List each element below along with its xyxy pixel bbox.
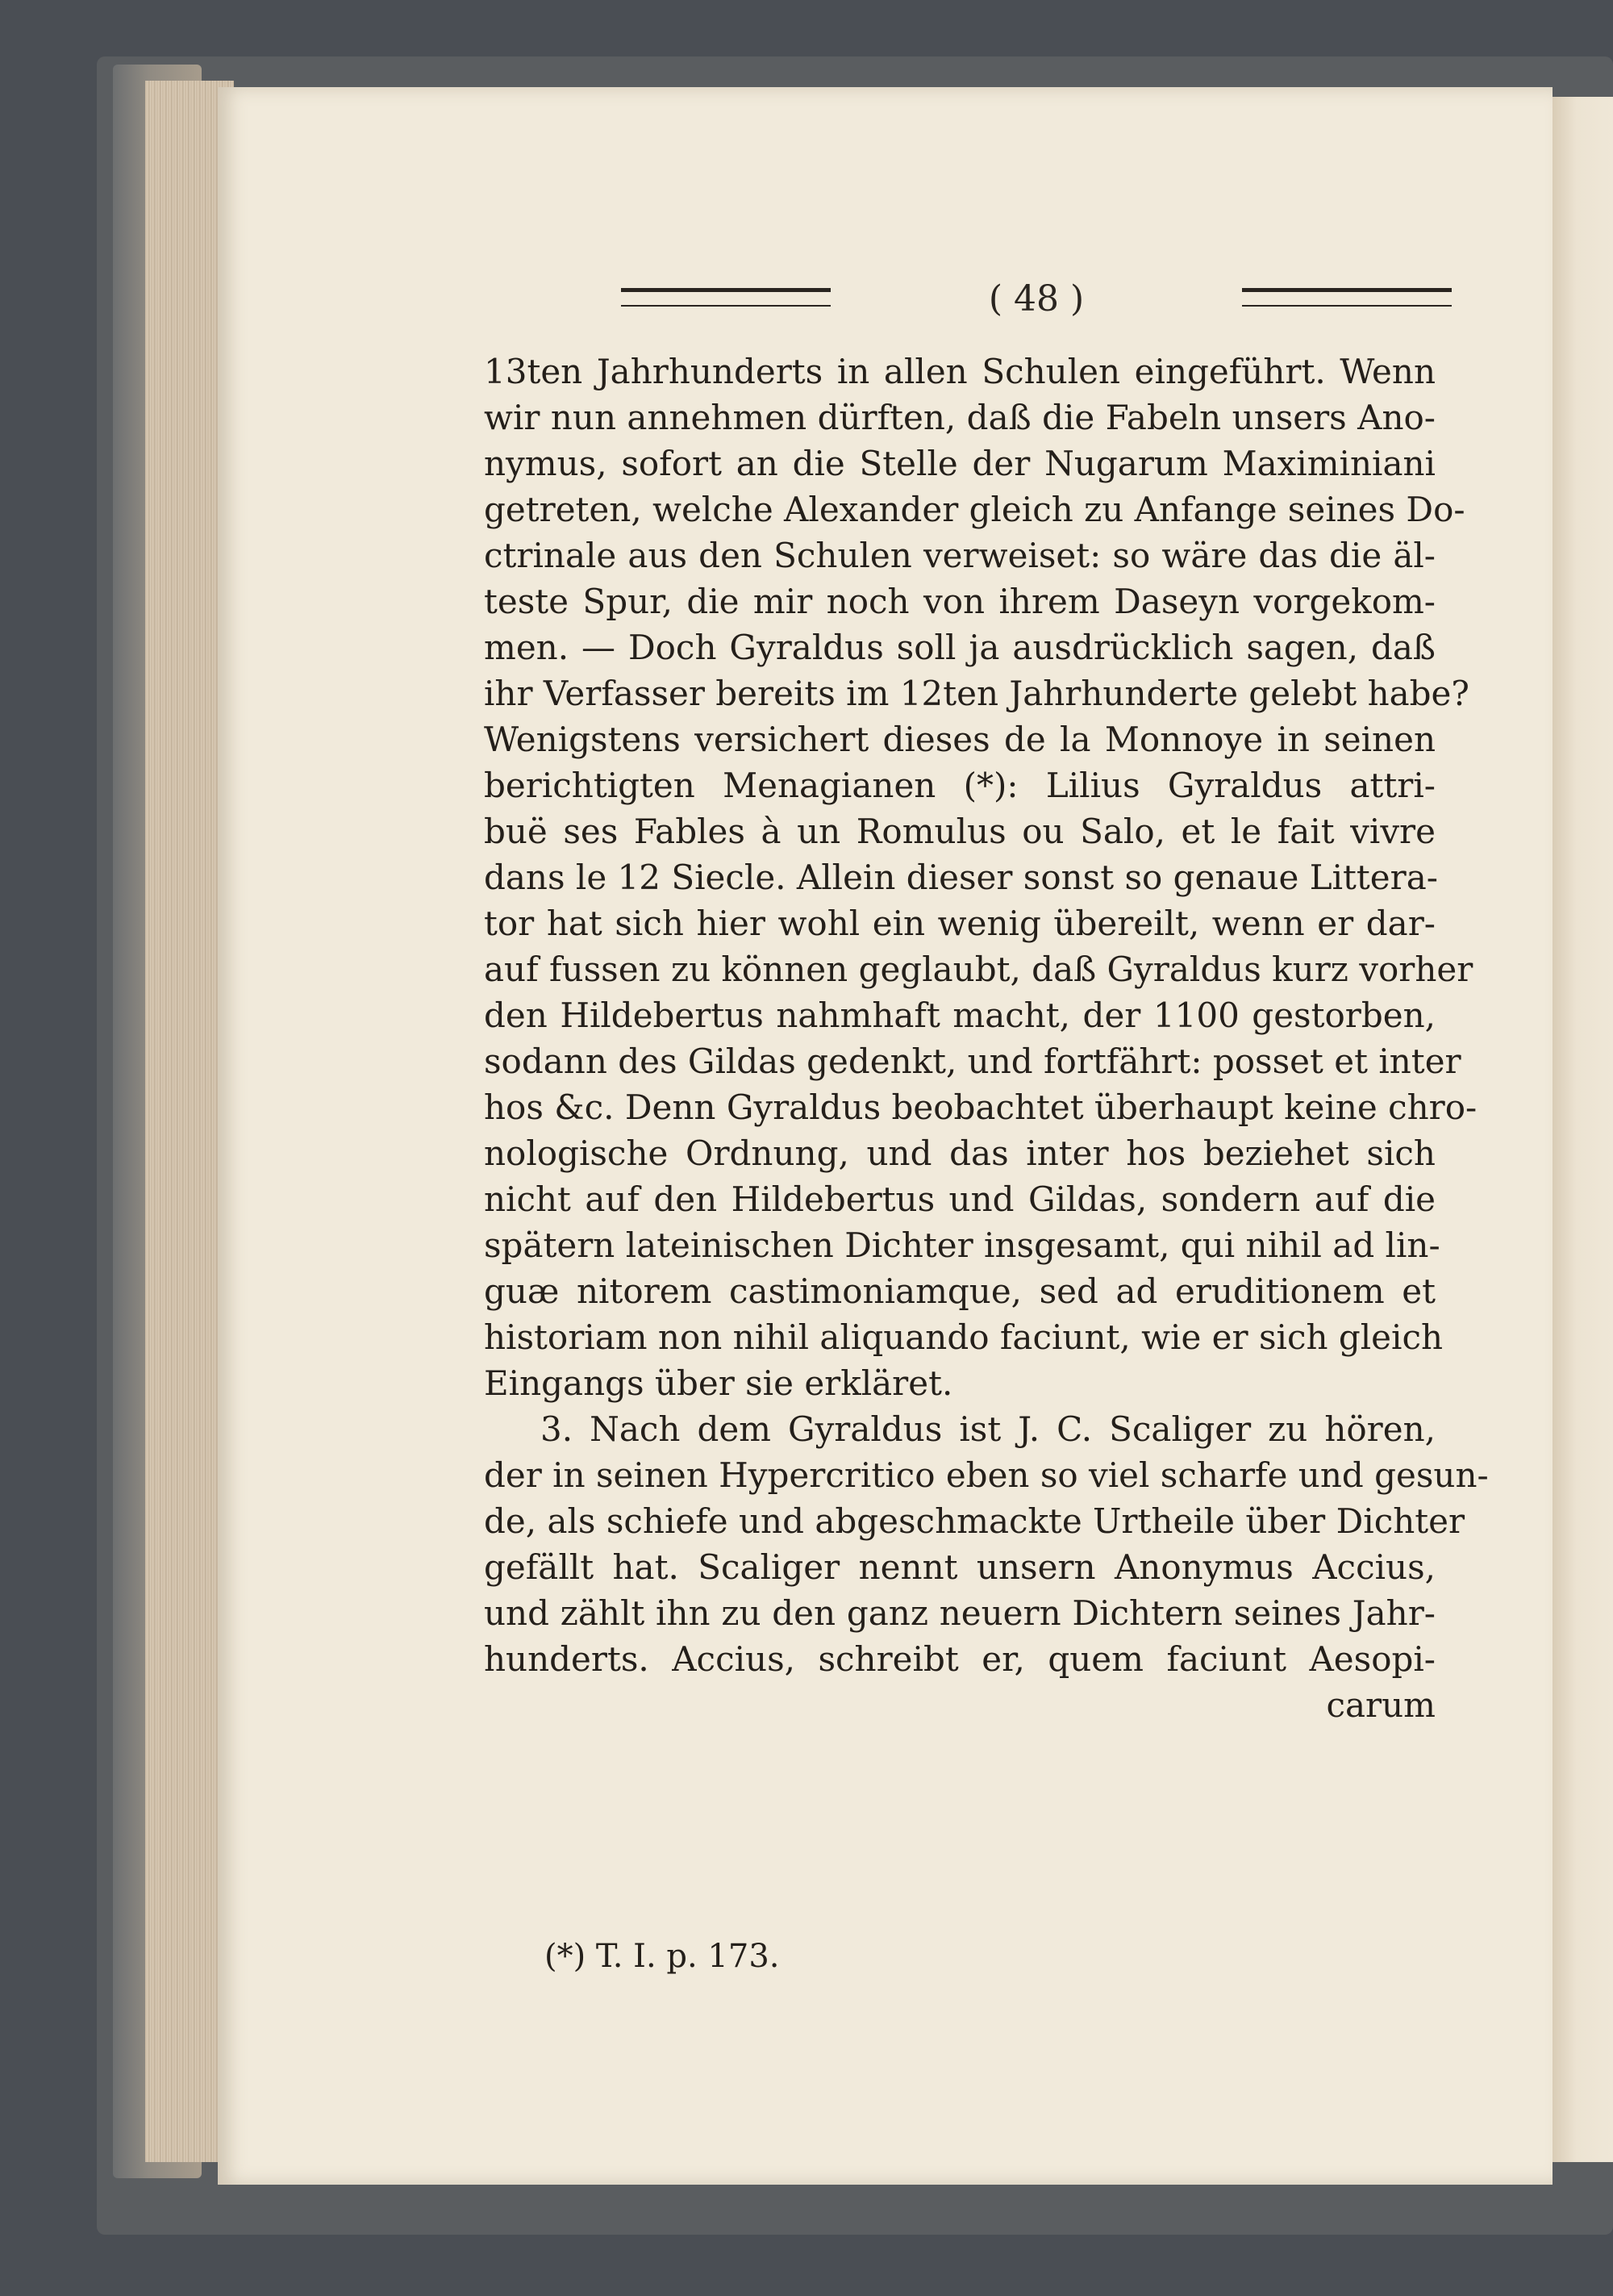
text-line: guæ nitorem castimoniamque, sed ad eruditionem et — [484, 1271, 1436, 1311]
text-line: Wenigstens versichert dieses de la Monnoye in seinen — [484, 720, 1436, 759]
text-line: 13ten Jahrhunderts in allen Schulen eingeführt. Wenn — [484, 352, 1436, 391]
text-line: de, als schiefe und abgeschmackte Urtheile über Dichter — [484, 1501, 1465, 1541]
text-line: nicht auf den Hildebertus und Gildas, sondern auf die — [484, 1179, 1436, 1219]
text-line: nymus, sofort an die Stelle der Nugarum Maximiniani — [484, 444, 1436, 483]
facing-page-edge — [1553, 97, 1613, 2162]
text-line: auf fussen zu können geglaubt, daß Gyraldus kurz vorher — [484, 950, 1473, 989]
text-line: berichtigten Menagianen (*): Lilius Gyraldus attri- — [484, 766, 1436, 805]
text-line: men. — Doch Gyraldus soll ja ausdrücklich sagen, daß — [484, 628, 1436, 667]
text-line: und zählt ihn zu den ganz neuern Dichtern seines Jahr- — [484, 1593, 1436, 1633]
text-line: nologische Ordnung, und das inter hos beziehet sich — [484, 1133, 1436, 1173]
text-line: historiam non nihil aliquando faciunt, wie er sich gleich — [484, 1317, 1444, 1357]
text-line: den Hildebertus nahmhaft macht, der 1100 gestorben, — [484, 996, 1436, 1035]
text-line: wir nun annehmen dürften, daß die Fabeln unsers Ano- — [484, 398, 1436, 437]
footnote: (*) T. I. p. 173. — [544, 1938, 780, 1975]
text-line: spätern lateinischen Dichter insgesamt, qui nihil ad lin- — [484, 1225, 1440, 1265]
text-line: buë ses Fables à un Romulus ou Salo, et le fait vivre — [484, 812, 1436, 851]
header-rule-right — [1242, 288, 1452, 307]
text-line: ihr Verfasser bereits im 12ten Jahrhunderte gelebt habe? — [484, 674, 1469, 713]
body-text — [484, 349, 1489, 1728]
text-line: Eingangs über sie erkläret. — [484, 1363, 953, 1403]
text-line: getreten, welche Alexander gleich zu Anfange seines Do- — [484, 490, 1465, 529]
running-head — [621, 278, 1452, 319]
text-line: dans le 12 Siecle. Allein dieser sonst so genaue Littera- — [484, 858, 1438, 897]
text-line: hos &c. Denn Gyraldus beobachtet überhaupt keine chro- — [484, 1087, 1478, 1127]
text-line: tor hat sich hier wohl ein wenig übereilt, wenn er dar- — [484, 904, 1436, 943]
text-line: gefällt hat. Scaliger nennt unsern Anonymus Accius, — [484, 1547, 1436, 1587]
text-line: teste Spur, die mir noch von ihrem Daseyn vorgekom- — [484, 582, 1436, 621]
page-number: ( 48 ) — [988, 278, 1085, 319]
catchword: carum — [1326, 1685, 1436, 1725]
text-line: sodann des Gildas gedenkt, und fortfährt: posset et inter — [484, 1042, 1461, 1081]
paragraph-start-line: 3. Nach dem Gyraldus ist J. C. Scaliger zu hören, — [540, 1409, 1436, 1449]
text-line: ctrinale aus den Schulen verweiset: so wäre das die äl- — [484, 536, 1436, 575]
text-line: hunderts. Accius, schreibt er, quem faciunt Aesopi- — [484, 1639, 1436, 1679]
text-line: der in seinen Hypercritico eben so viel scharfe und gesun- — [484, 1455, 1489, 1495]
